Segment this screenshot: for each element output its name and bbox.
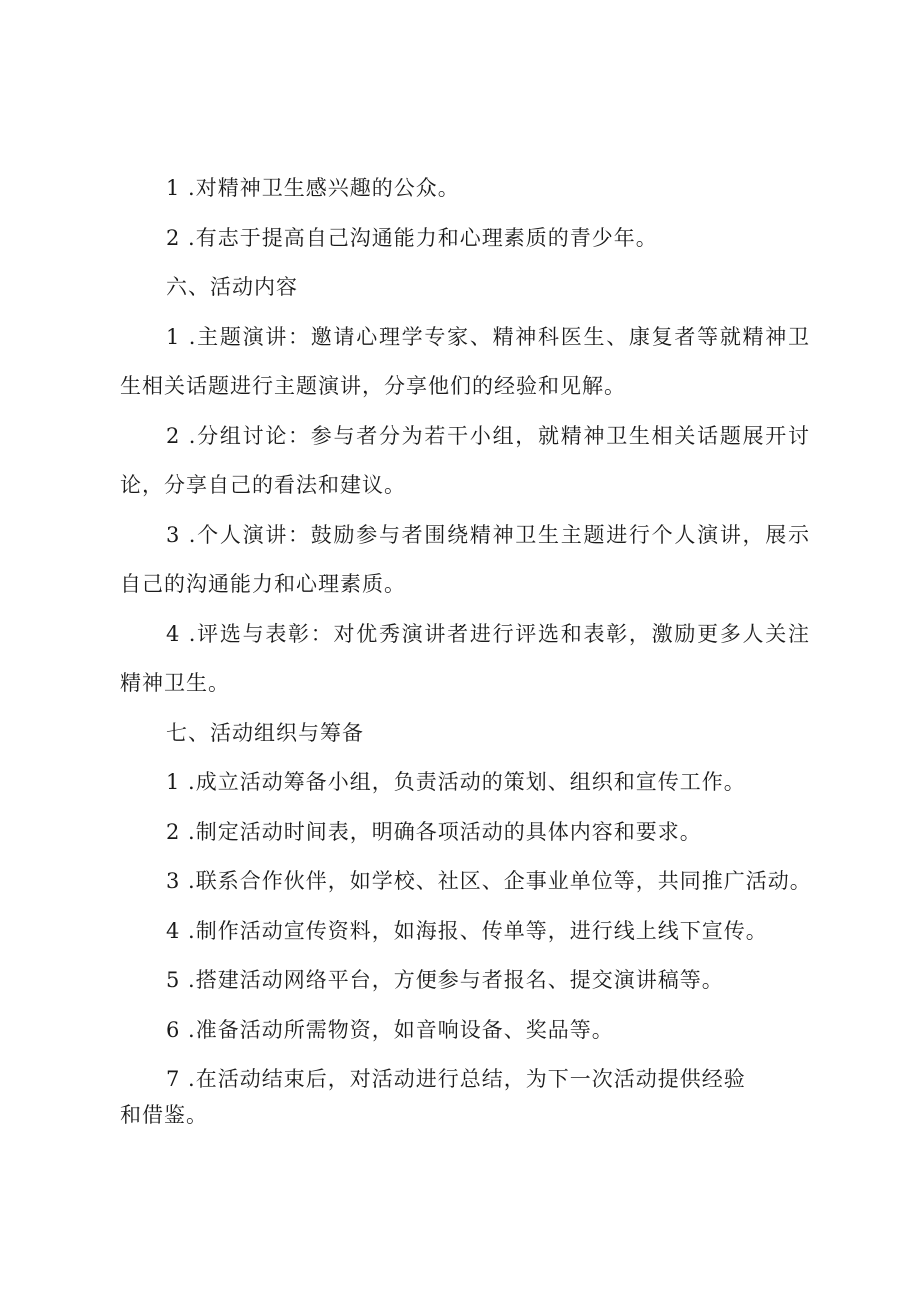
- section-heading-content: 六、活动内容: [166, 275, 298, 299]
- content-item-4-line-2: 精神卫生。: [120, 671, 230, 695]
- section-heading-organization: 七、活动组织与筹备: [166, 721, 364, 745]
- content-item-4-line-1: 4 .评选与表彰：对优秀演讲者进行评选和表彰，激励更多人关注: [166, 622, 810, 646]
- content-item-1-line-1: 1 .主题演讲：邀请心理学专家、精神科医生、康复者等就精神卫: [166, 325, 810, 349]
- content-item-2-line-1: 2 .分组讨论：参与者分为若干小组，就精神卫生相关话题展开讨: [166, 424, 810, 448]
- organization-item-7-line-1: 7 .在活动结束后，对活动进行总结，为下一次活动提供经验: [166, 1067, 746, 1091]
- audience-item-1: 1 .对精神卫生感兴趣的公众。: [166, 176, 460, 200]
- content-item-2-line-2: 论，分享自己的看法和建议。: [120, 473, 406, 497]
- content-item-3-line-2: 自己的沟通能力和心理素质。: [120, 572, 406, 596]
- organization-item-2: 2 .制定活动时间表，明确各项活动的具体内容和要求。: [166, 820, 702, 844]
- organization-item-6: 6 .准备活动所需物资，如音响设备、奖品等。: [166, 1018, 614, 1042]
- content-item-1-line-2: 生相关话题进行主题演讲，分享他们的经验和见解。: [120, 374, 626, 398]
- organization-item-7-line-2: 和借鉴。: [120, 1103, 208, 1127]
- organization-item-1: 1 .成立活动筹备小组，负责活动的策划、组织和宣传工作。: [166, 770, 746, 794]
- content-item-3-line-1: 3 .个人演讲：鼓励参与者围绕精神卫生主题进行个人演讲，展示: [166, 523, 810, 547]
- organization-item-5: 5 .搭建活动网络平台，方便参与者报名、提交演讲稿等。: [166, 968, 724, 992]
- organization-item-4: 4 .制作活动宣传资料，如海报、传单等，进行线上线下宣传。: [166, 919, 768, 943]
- organization-item-3: 3 .联系合作伙伴，如学校、社区、企事业单位等，共同推广活动。: [166, 869, 812, 893]
- audience-item-2: 2 .有志于提高自己沟通能力和心理素质的青少年。: [166, 226, 658, 250]
